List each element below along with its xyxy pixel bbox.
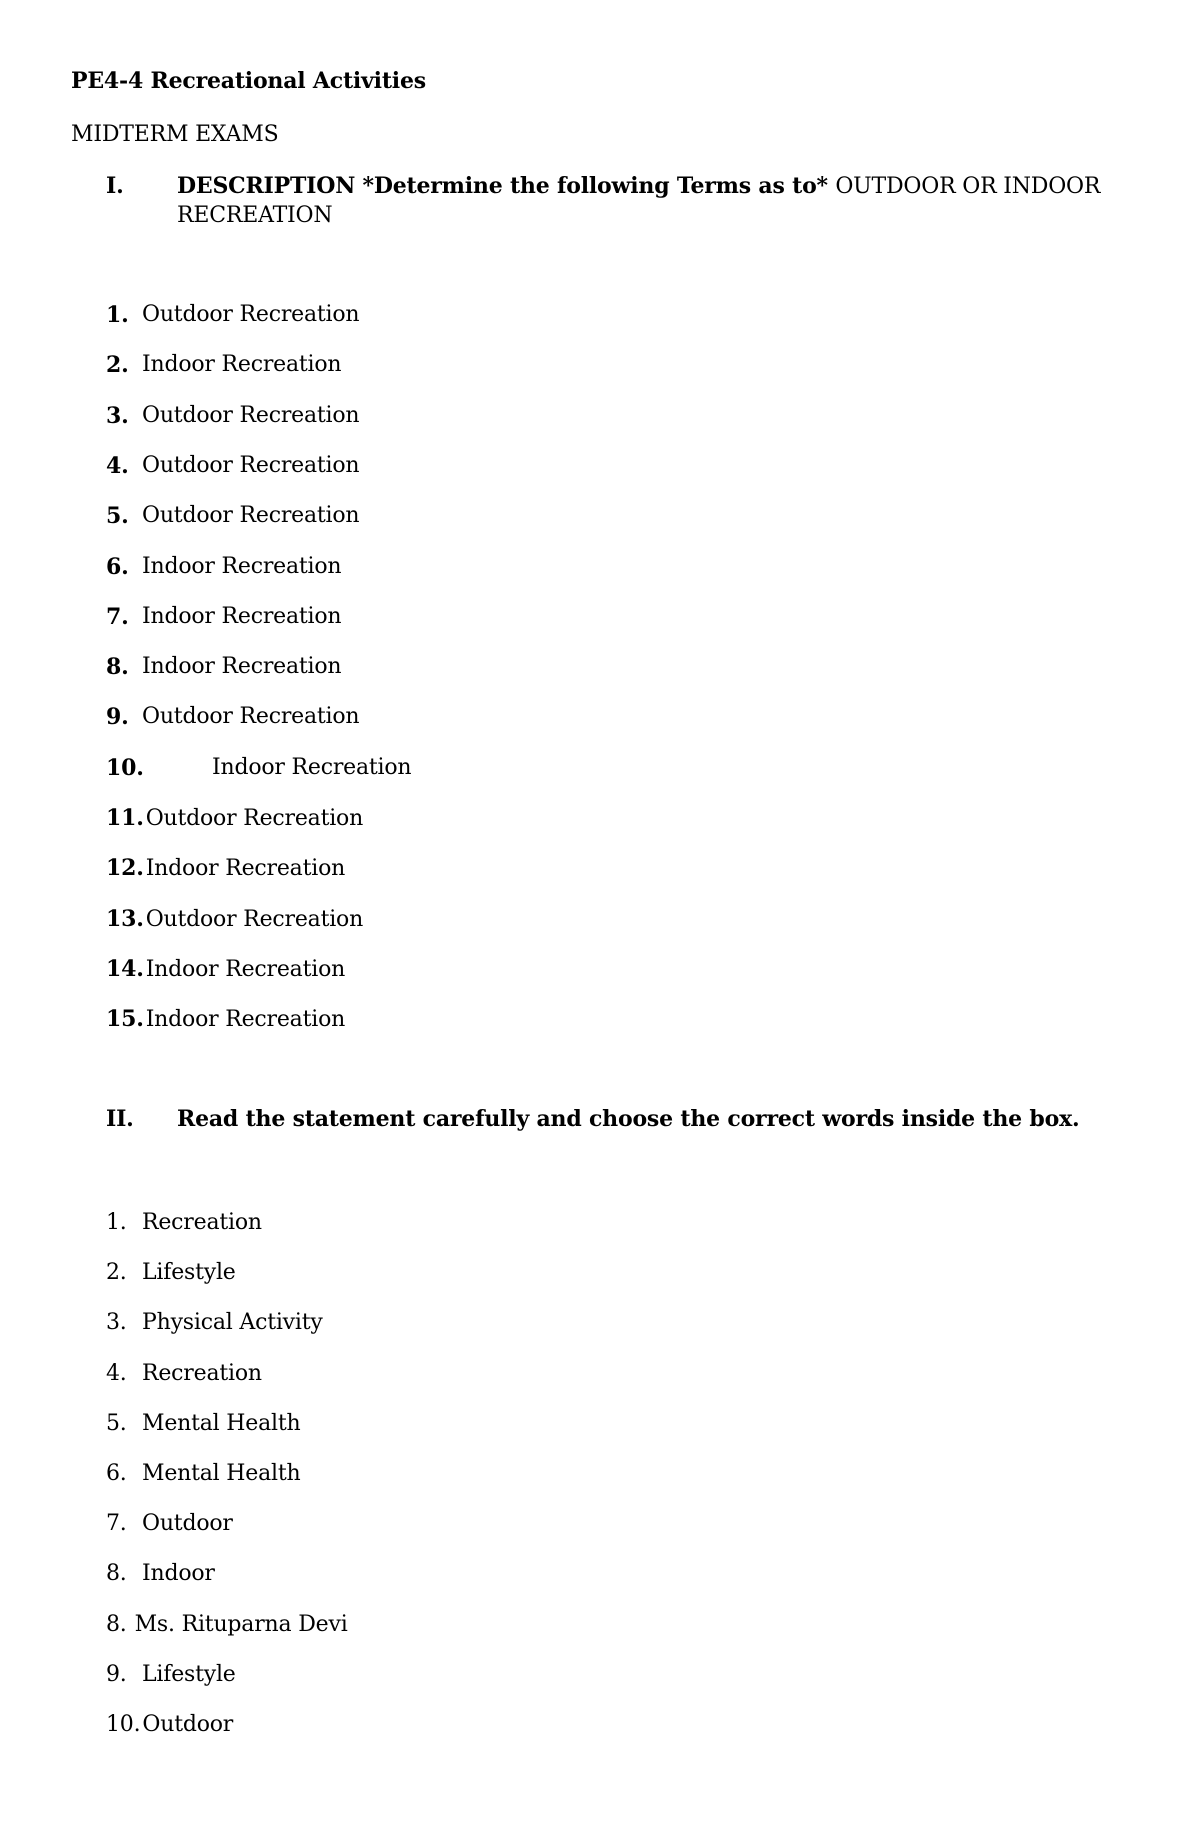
- section-1-item: [106, 552, 342, 582]
- item-number: 1.: [106, 1210, 127, 1235]
- item-answer: Outdoor: [142, 1712, 234, 1737]
- item-answer: Ms. Rituparna Devi: [134, 1611, 348, 1637]
- item-answer: Indoor Recreation: [142, 553, 342, 579]
- course-title: PE4-4 Recreational Activities: [71, 68, 426, 94]
- section-1-numeral: I.: [106, 173, 124, 199]
- section-2-item: [106, 1459, 301, 1489]
- item-answer: Outdoor: [142, 1511, 233, 1537]
- section-2-item: [106, 1258, 236, 1288]
- section-2-item: [106, 1308, 323, 1338]
- item-number: 2.: [106, 352, 129, 379]
- item-number: 12.: [106, 855, 144, 882]
- item-answer: Outdoor Recreation: [145, 806, 364, 831]
- item-number: 8.: [106, 1611, 127, 1637]
- section-2-numeral: II.: [106, 1106, 134, 1132]
- item-number: 2.: [106, 1260, 127, 1286]
- section-1-item: [106, 803, 363, 833]
- item-number: 7.: [106, 1511, 127, 1537]
- section-2-title: Read the statement carefully and choose the correct words inside the box.: [177, 1106, 1080, 1132]
- item-number: 5.: [106, 1410, 127, 1436]
- item-answer: Indoor Recreation: [212, 754, 412, 780]
- item-answer: Outdoor Recreation: [142, 704, 360, 730]
- item-answer: Indoor Recreation: [145, 1007, 346, 1033]
- section-1-item: [106, 954, 345, 984]
- section-1-item: [106, 853, 345, 883]
- item-number: 9.: [106, 704, 129, 731]
- section-2-item: [106, 1660, 236, 1690]
- item-answer: Indoor Recreation: [142, 654, 342, 680]
- item-number: 8.: [106, 1561, 127, 1587]
- section-1-item: [106, 652, 342, 682]
- section-2-item: [106, 1359, 262, 1389]
- section-1-item: [106, 753, 412, 783]
- section-1-item: [106, 1004, 345, 1034]
- item-number: 4.: [106, 1360, 127, 1386]
- section-1-item: [106, 702, 360, 732]
- section-2-item: [106, 1509, 233, 1539]
- item-answer: Outdoor Recreation: [142, 302, 360, 327]
- section-2-item: [106, 1208, 262, 1238]
- item-answer: Indoor Recreation: [142, 352, 342, 378]
- section-2-item: [106, 1710, 233, 1740]
- section-1-title-normal: OUTDOOR OR INDOOR RECREATION: [177, 174, 1101, 228]
- item-answer: Outdoor Recreation: [142, 503, 360, 529]
- section-1-item: [106, 602, 342, 632]
- item-number: 7.: [106, 603, 129, 630]
- section-2-item: [106, 1610, 348, 1640]
- item-answer: Lifestyle: [142, 1661, 236, 1687]
- item-answer: Outdoor Recreation: [145, 906, 364, 932]
- item-number: 10.: [106, 1712, 141, 1737]
- item-answer: Outdoor Recreation: [142, 402, 360, 428]
- item-answer: Lifestyle: [142, 1260, 236, 1286]
- section-1-instructions: [177, 172, 1177, 230]
- item-answer: Indoor: [142, 1561, 215, 1587]
- section-2-item: [106, 1559, 215, 1589]
- section-1-item: [106, 350, 342, 380]
- item-number: 5.: [106, 503, 129, 530]
- item-answer: Physical Activity: [142, 1310, 323, 1336]
- item-number: 3.: [106, 1310, 127, 1336]
- item-number: 6.: [106, 553, 129, 580]
- item-answer: Recreation: [142, 1210, 262, 1235]
- section-1-item: [106, 451, 360, 481]
- exam-title: MIDTERM EXAMS: [71, 122, 279, 147]
- item-answer: Indoor Recreation: [145, 956, 346, 982]
- item-answer: Mental Health: [142, 1410, 301, 1436]
- item-number: 8.: [106, 654, 129, 681]
- item-number: 13.: [106, 905, 144, 932]
- item-answer: Recreation: [142, 1360, 262, 1386]
- item-answer: Indoor Recreation: [145, 856, 346, 882]
- section-1-item: [106, 904, 363, 934]
- item-answer: Outdoor Recreation: [142, 452, 360, 478]
- item-number: 15.: [106, 1006, 144, 1033]
- section-1-item: [106, 501, 360, 531]
- item-answer: Indoor Recreation: [142, 603, 342, 629]
- item-number: 4.: [106, 452, 129, 479]
- item-number: 11.: [106, 805, 144, 831]
- section-1-item: [106, 401, 360, 431]
- item-number: 10.: [106, 754, 144, 781]
- item-number: 1.: [106, 302, 129, 328]
- item-number: 3.: [106, 402, 129, 429]
- section-2-item: [106, 1409, 301, 1439]
- section-1-title-bold: DESCRIPTION *Determine the following Terms as to*: [177, 173, 828, 199]
- item-number: 14.: [106, 955, 144, 982]
- item-answer: Mental Health: [142, 1461, 301, 1486]
- item-number: 9.: [106, 1661, 127, 1687]
- item-number: 6.: [106, 1461, 127, 1486]
- section-1-item: [106, 300, 360, 330]
